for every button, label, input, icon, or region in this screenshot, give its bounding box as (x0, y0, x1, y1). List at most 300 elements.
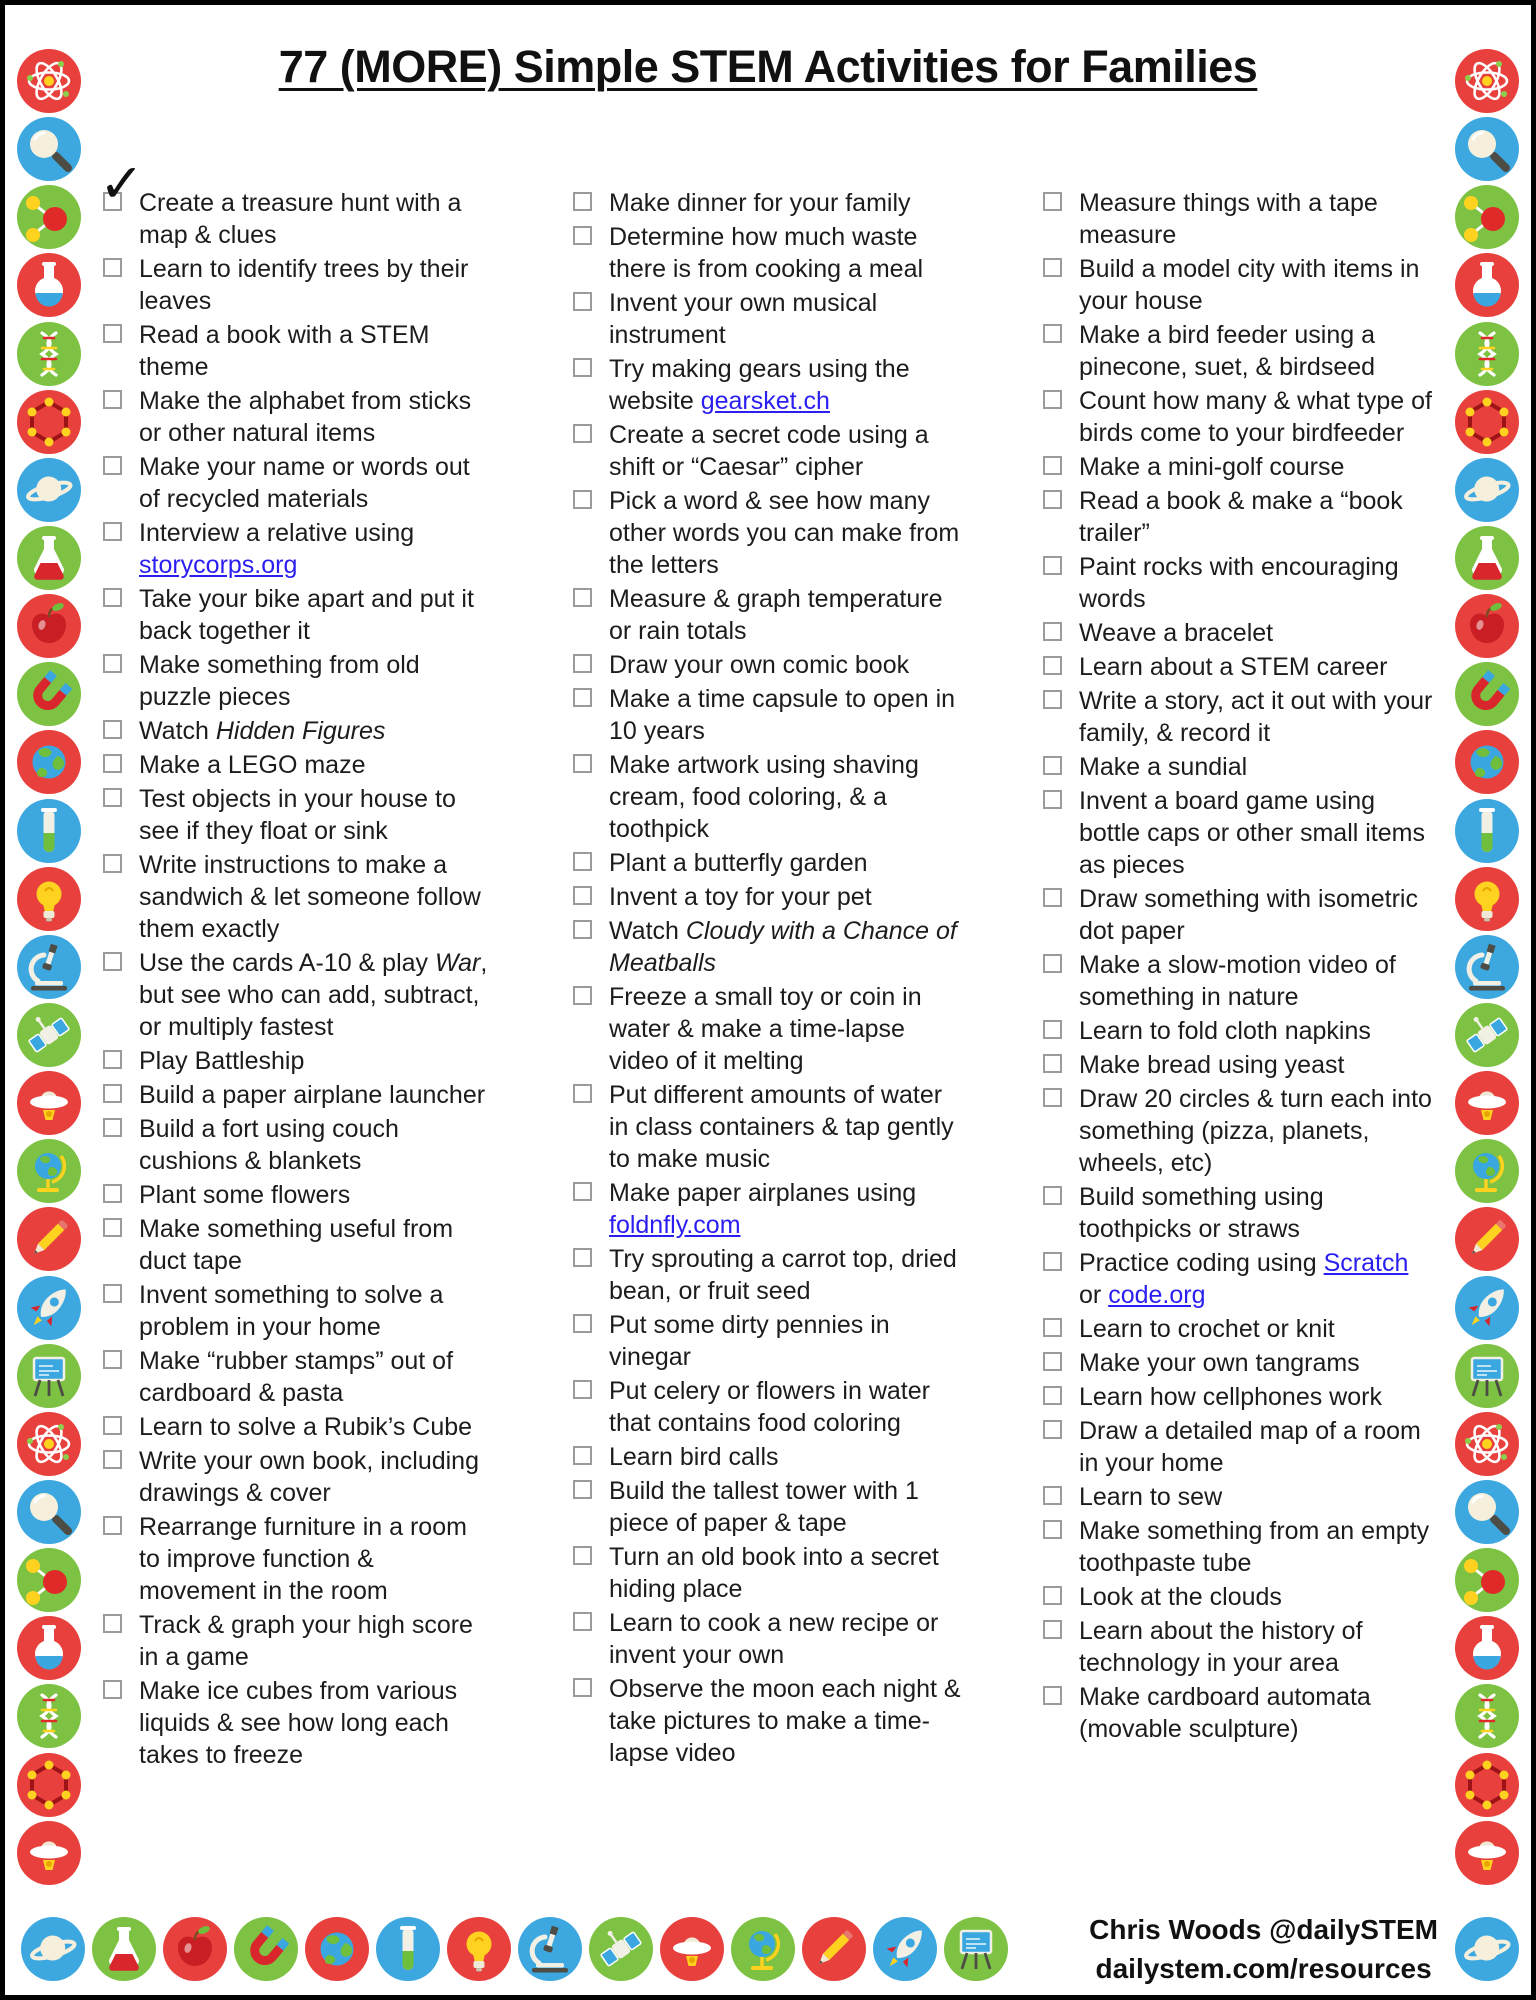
lightbulb-icon (447, 1917, 511, 1981)
checklist-item-text (609, 847, 963, 879)
checklist-item (1043, 319, 1445, 383)
text-segment: Make a slow-motion video of something in nature (1079, 951, 1396, 1011)
board-icon (944, 1917, 1008, 1981)
molecule-icon (17, 1548, 81, 1612)
magnet-icon (17, 662, 81, 726)
text-segment: Take your bike apart and put it back together it (139, 585, 474, 645)
test-tube-icon (17, 799, 81, 863)
checklist-item-text (1079, 1581, 1433, 1613)
text-segment: Make a mini-golf course (1079, 453, 1345, 481)
checkbox[interactable] (1043, 456, 1062, 475)
saturn-icon (1455, 1917, 1519, 1981)
checkbox[interactable] (1043, 390, 1062, 409)
checklist-item-text (609, 221, 963, 285)
link[interactable]: foldnfly.com (609, 1211, 741, 1239)
text-segment: Make your own tangrams (1079, 1349, 1360, 1377)
checklist-item-text (139, 1213, 493, 1277)
molecule-icon (1455, 1548, 1519, 1612)
checkbox[interactable] (103, 1350, 122, 1369)
page-title: 77 (MORE) Simple STEM Activities for Families (278, 41, 1258, 92)
checkbox[interactable] (573, 1546, 592, 1565)
board-icon (17, 1344, 81, 1408)
checklist-columns (99, 152, 1445, 1773)
erlenmeyer-icon (92, 1917, 156, 1981)
checklist-item-text (609, 187, 963, 219)
checkbox[interactable] (1043, 1352, 1062, 1371)
checkbox[interactable] (573, 358, 592, 377)
checkbox[interactable] (103, 324, 122, 343)
checkbox[interactable] (1043, 1252, 1062, 1271)
checkbox[interactable] (573, 1480, 592, 1499)
text-segment: Create a treasure hunt with a map & clues (139, 189, 462, 249)
checklist-item (573, 583, 975, 647)
text-segment: Measure & graph temperature or rain totals (609, 585, 943, 645)
text-segment: Use the cards A-10 & play (139, 949, 435, 977)
magnet-icon (234, 1917, 298, 1981)
checklist-item (573, 1309, 975, 1373)
checklist-item (1043, 1083, 1445, 1179)
checklist-item-text (609, 1243, 963, 1307)
checklist-item-text (139, 1675, 493, 1771)
text-segment: Make something from an empty toothpaste tube (1079, 1517, 1430, 1577)
checklist-item (573, 683, 975, 747)
checkbox[interactable] (573, 754, 592, 773)
link[interactable]: Scratch (1323, 1249, 1409, 1277)
checkbox[interactable] (103, 588, 122, 607)
text-segment: Make the alphabet from sticks or other natural items (139, 387, 472, 447)
bottom-bar (21, 1915, 1519, 1983)
checklist-item-text (1079, 1615, 1433, 1679)
checklist-item (1043, 551, 1445, 615)
text-segment: Freeze a small toy or coin in water & make a time-lapse video of it melting (609, 983, 922, 1075)
checklist-item-text (609, 749, 963, 845)
checklist-item (1043, 385, 1445, 449)
text-segment: Write your own book, including drawings & cover (139, 1447, 479, 1507)
checkbox[interactable] (103, 1284, 122, 1303)
checklist-item-text (139, 715, 493, 747)
checklist-item (1043, 1015, 1445, 1047)
checklist-item-text (139, 583, 493, 647)
checkbox[interactable] (103, 1416, 122, 1435)
checklist-item-text (609, 485, 963, 581)
checklist-item (103, 1279, 505, 1343)
checklist-item-text (1079, 187, 1433, 251)
text-segment: Measure things with a tape measure (1079, 189, 1378, 249)
checklist-item (103, 319, 505, 383)
text-segment: Learn to sew (1079, 1483, 1223, 1511)
checklist-item (1043, 1615, 1445, 1679)
checkbox[interactable] (103, 390, 122, 409)
checklist-item-text (1079, 1381, 1433, 1413)
checkbox[interactable] (1043, 1620, 1062, 1639)
checklist-item (103, 1045, 505, 1077)
text-segment: Rearrange furniture in a room to improve function & movement in the room (139, 1513, 467, 1605)
checklist-item (103, 783, 505, 847)
italic-text: Cloudy with a Chance of Meatballs (609, 917, 957, 977)
checkbox[interactable] (1043, 556, 1062, 575)
hexagon-icon (1455, 1753, 1519, 1817)
lightbulb-icon (17, 867, 81, 931)
checkbox[interactable] (573, 886, 592, 905)
ufo-icon (1455, 1821, 1519, 1885)
text-segment: Put different amounts of water in class containers & tap gently to make music (609, 1081, 954, 1173)
checkbox[interactable] (573, 1248, 592, 1267)
italic-text: Hidden Figures (215, 717, 386, 745)
checklist-item (573, 847, 975, 879)
checklist-item-text (139, 1279, 493, 1343)
checklist-item-text (1079, 1481, 1433, 1513)
link[interactable]: storycorps.org (139, 551, 298, 579)
checkbox[interactable] (103, 854, 122, 873)
checklist-item-text (1079, 253, 1433, 317)
checkbox[interactable] (573, 920, 592, 939)
checkbox[interactable] (103, 1680, 122, 1699)
checklist-item-text (139, 1079, 493, 1111)
text-segment: Learn about the history of technology in your area (1079, 1617, 1363, 1677)
apple-icon (17, 594, 81, 658)
checkbox[interactable] (103, 1084, 122, 1103)
checklist-column-1 (99, 152, 505, 1773)
checkbox[interactable] (573, 1182, 592, 1201)
atom-icon (17, 49, 81, 113)
checkbox[interactable] (1043, 1386, 1062, 1405)
text-segment: Make ice cubes from various liquids & see how long each takes to freeze (139, 1677, 458, 1769)
bottom-icon-strip (21, 1917, 1008, 1981)
link[interactable]: code.org (1108, 1281, 1206, 1309)
checkbox[interactable] (573, 688, 592, 707)
checklist-item-text (609, 1375, 963, 1439)
text-segment: Make “rubber stamps” out of cardboard & pasta (139, 1347, 454, 1407)
checklist-item (573, 1607, 975, 1671)
ufo-icon (660, 1917, 724, 1981)
checkbox[interactable] (1043, 690, 1062, 709)
checkbox[interactable] (1043, 1088, 1062, 1107)
checklist-item (1043, 253, 1445, 317)
checkbox[interactable] (573, 986, 592, 1005)
text-segment: Make bread using yeast (1079, 1051, 1345, 1079)
checkbox[interactable] (573, 1678, 592, 1697)
checkbox[interactable] (573, 1380, 592, 1399)
text-segment: Create a secret code using a shift or “Caesar” cipher (609, 421, 929, 481)
checklist-item (1043, 1313, 1445, 1345)
satellite-icon (1455, 1003, 1519, 1067)
text-segment: Make dinner for your family (609, 189, 911, 217)
checkbox[interactable] (1043, 1686, 1062, 1705)
flask-icon (17, 253, 81, 317)
satellite-icon (589, 1917, 653, 1981)
text-segment: Invent something to solve a problem in your home (139, 1281, 444, 1341)
checkbox[interactable] (103, 522, 122, 541)
globe-stand-icon (1455, 1139, 1519, 1203)
checklist-item (1043, 949, 1445, 1013)
microscope-icon (17, 935, 81, 999)
apple-icon (1455, 594, 1519, 658)
saturn-icon (1455, 458, 1519, 522)
checkbox[interactable] (103, 1118, 122, 1137)
checklist-item (573, 187, 975, 219)
checkbox[interactable] (573, 490, 592, 509)
checkbox[interactable] (103, 788, 122, 807)
text-segment: Read a book & make a “book trailer” (1079, 487, 1403, 547)
checklist-item (573, 419, 975, 483)
checklist-item (573, 1441, 975, 1473)
checklist-column-3 (1043, 187, 1445, 1773)
molecule-icon (1455, 185, 1519, 249)
footer-url: dailystem.com/resources (1095, 1953, 1432, 1984)
checklist-item-text (609, 1441, 963, 1473)
checklist-item (573, 649, 975, 681)
checklist-item-text (609, 583, 963, 647)
checklist-item-text (139, 1411, 493, 1443)
saturn-icon (17, 458, 81, 522)
checklist-item (103, 1113, 505, 1177)
checkbox[interactable] (1043, 1420, 1062, 1439)
checklist-item (103, 517, 505, 581)
flask-icon (17, 1616, 81, 1680)
checkbox[interactable] (573, 192, 592, 211)
text-segment: Learn bird calls (609, 1443, 779, 1471)
erlenmeyer-icon (17, 526, 81, 590)
checklist-item (1043, 1247, 1445, 1311)
checklist-item-text (1079, 451, 1433, 483)
checkbox[interactable] (103, 720, 122, 739)
checkbox[interactable] (1043, 790, 1062, 809)
text-segment: Try sprouting a carrot top, dried bean, or fruit seed (609, 1245, 957, 1305)
checkbox[interactable] (103, 1184, 122, 1203)
checkbox[interactable] (1043, 1520, 1062, 1539)
checklist-item-text (609, 1541, 963, 1605)
text-segment: Learn to fold cloth napkins (1079, 1017, 1371, 1045)
text-segment: Build something using toothpicks or straws (1079, 1183, 1324, 1243)
dna-icon (1455, 1684, 1519, 1748)
checkbox[interactable] (1043, 258, 1062, 277)
checklist-item-text (139, 1179, 493, 1211)
checklist-item (573, 1243, 975, 1307)
text-segment: Observe the moon each night & take pictures to make a time-lapse video (609, 1675, 961, 1767)
checklist-item-text (609, 649, 963, 681)
checklist-item (103, 1609, 505, 1673)
checklist-item-text (1079, 785, 1433, 881)
checklist-item-text (1079, 1083, 1433, 1179)
checkbox[interactable] (103, 1050, 122, 1069)
checklist-item-text (139, 783, 493, 847)
checklist-item (1043, 1415, 1445, 1479)
checkbox[interactable] (103, 1516, 122, 1535)
checkbox[interactable] (1043, 622, 1062, 641)
checklist-item (103, 715, 505, 747)
text-segment: Learn how cellphones work (1079, 1383, 1382, 1411)
pencil-icon (802, 1917, 866, 1981)
text-segment: Build a model city with items in your house (1079, 255, 1420, 315)
dna-icon (1455, 322, 1519, 386)
test-tube-icon (1455, 799, 1519, 863)
text-segment: Write instructions to make a sandwich & let someone follow them exactly (139, 851, 481, 943)
text-segment: Draw a detailed map of a room in your home (1079, 1417, 1421, 1477)
checklist-item (1043, 1347, 1445, 1379)
checkbox[interactable] (1043, 888, 1062, 907)
checklist-item (573, 1177, 975, 1241)
checklist-item-text (1079, 1415, 1433, 1479)
text-segment: Make a LEGO maze (139, 751, 366, 779)
checklist-item-text (1079, 685, 1433, 749)
checkbox[interactable] (1043, 1020, 1062, 1039)
checklist-item-text (1079, 1015, 1433, 1047)
checkbox[interactable] (1043, 1054, 1062, 1073)
checklist-item (1043, 1515, 1445, 1579)
text-segment: Plant a butterfly garden (609, 849, 868, 877)
checklist-item (1043, 1381, 1445, 1413)
checklist-item (573, 353, 975, 417)
checkbox[interactable] (573, 424, 592, 443)
checkbox[interactable] (103, 654, 122, 673)
rocket-icon (873, 1917, 937, 1981)
hexagon-icon (17, 390, 81, 454)
flask-icon (1455, 1616, 1519, 1680)
checkbox[interactable] (573, 654, 592, 673)
text-segment: Make paper airplanes using (609, 1179, 917, 1207)
checklist-item (1043, 451, 1445, 483)
checklist-item-text (1079, 1515, 1433, 1579)
checkbox[interactable] (1043, 954, 1062, 973)
checklist-item (573, 915, 975, 979)
text-segment: , but see who can add, subtract, or multiply fastest (139, 949, 488, 1041)
footer-author: Chris Woods @dailySTEM (1089, 1913, 1438, 1945)
checklist-item-text (609, 1177, 963, 1241)
checkbox[interactable] (573, 1612, 592, 1631)
checklist-item (103, 385, 505, 449)
globe-stand-icon (731, 1917, 795, 1981)
right-icon-strip (1455, 49, 1519, 1885)
checkbox[interactable] (1043, 1586, 1062, 1605)
rocket-icon (1455, 1276, 1519, 1340)
checklist-item-text (139, 1445, 493, 1509)
dna-icon (17, 322, 81, 386)
text-segment: Read a book with a STEM theme (139, 321, 430, 381)
checklist-item-text (139, 517, 493, 581)
lightbulb-icon (1455, 867, 1519, 931)
checklist-item-text (609, 1079, 963, 1175)
ufo-icon (1455, 1071, 1519, 1135)
checklist-item (1043, 883, 1445, 947)
test-tube-icon (376, 1917, 440, 1981)
checklist-item-text (609, 287, 963, 351)
text-segment: Learn to solve a Rubik’s Cube (139, 1413, 473, 1441)
text-segment: Make a time capsule to open in 10 years (609, 685, 956, 745)
checkbox[interactable] (1043, 1318, 1062, 1337)
checklist-item (103, 849, 505, 945)
checkbox[interactable] (573, 1446, 592, 1465)
text-segment: Pick a word & see how many other words you can make from the letters (609, 487, 960, 579)
checkbox[interactable] (573, 852, 592, 871)
checklist-item (1043, 617, 1445, 649)
checkbox[interactable] (103, 258, 122, 277)
apple-icon (163, 1917, 227, 1981)
checklist-item (1043, 1049, 1445, 1081)
checklist-item-text (139, 385, 493, 449)
checkbox[interactable] (103, 754, 122, 773)
checklist-item-text (1079, 1247, 1433, 1311)
text-segment: Watch (609, 917, 686, 945)
text-segment: Make something from old puzzle pieces (139, 651, 420, 711)
checkbox[interactable] (103, 1614, 122, 1633)
checkbox[interactable] (1043, 490, 1062, 509)
atom-icon (1455, 49, 1519, 113)
magnifier-icon (1455, 1480, 1519, 1544)
microscope-icon (518, 1917, 582, 1981)
checkbox[interactable] (1043, 324, 1062, 343)
magnifier-icon (17, 117, 81, 181)
checklist-item (103, 451, 505, 515)
flask-icon (1455, 253, 1519, 317)
checklist-item-text (1079, 1313, 1433, 1345)
checkbox[interactable] (573, 1084, 592, 1103)
checklist-item-text (609, 915, 963, 979)
checklist-item (573, 1673, 975, 1769)
checkbox[interactable] (573, 1314, 592, 1333)
checklist-item-text (1079, 1181, 1433, 1245)
checklist-item-text (1079, 651, 1433, 683)
text-segment: Interview a relative using (139, 519, 415, 547)
text-segment: Look at the clouds (1079, 1583, 1282, 1611)
text-segment: Learn to cook a new recipe or invent your own (609, 1609, 939, 1669)
checkbox[interactable] (103, 192, 122, 211)
checklist-item (103, 947, 505, 1043)
checklist-item (103, 1675, 505, 1771)
checklist-item-text (1079, 949, 1433, 1013)
checkbox[interactable] (1043, 1186, 1062, 1205)
microscope-icon (1455, 935, 1519, 999)
checklist-item (573, 981, 975, 1077)
erlenmeyer-icon (1455, 526, 1519, 590)
checkbox[interactable] (1043, 656, 1062, 675)
link[interactable]: gearsket.ch (700, 387, 830, 415)
text-segment: Write a story, act it out with your family, & record it (1079, 687, 1433, 747)
earth-icon (305, 1917, 369, 1981)
text-segment: Learn about a STEM career (1079, 653, 1388, 681)
checklist-item-text (609, 1673, 963, 1769)
checklist-item (103, 1213, 505, 1277)
text-segment: Invent a board game using bottle caps or other small items as pieces (1079, 787, 1425, 879)
checklist-item-text (139, 1609, 493, 1673)
text-segment: Invent a toy for your pet (609, 883, 872, 911)
checklist-item-text (609, 683, 963, 747)
checkbox[interactable] (103, 952, 122, 971)
text-segment: Build a fort using couch cushions & blankets (139, 1115, 399, 1175)
checkbox[interactable] (1043, 756, 1062, 775)
checklist-item (1043, 651, 1445, 683)
checkbox[interactable] (573, 226, 592, 245)
checklist-column-2 (573, 187, 975, 1773)
checklist-item (573, 485, 975, 581)
checklist-item (1043, 685, 1445, 749)
checkbox[interactable] (573, 588, 592, 607)
checkbox[interactable] (103, 1218, 122, 1237)
checklist-item-text (139, 849, 493, 945)
text-segment: Invent your own musical instrument (609, 289, 878, 349)
checkbox[interactable] (573, 292, 592, 311)
checklist-item-text (1079, 883, 1433, 947)
checkbox[interactable] (103, 456, 122, 475)
checklist-item-text (139, 649, 493, 713)
checklist-item (1043, 751, 1445, 783)
checkbox[interactable] (1043, 1486, 1062, 1505)
checklist-item (103, 1445, 505, 1509)
checkbox[interactable] (1043, 192, 1062, 211)
text-segment: Make a bird feeder using a pinecone, suet, & birdseed (1079, 321, 1376, 381)
molecule-icon (17, 185, 81, 249)
checklist-item-text (1079, 485, 1433, 549)
checkbox[interactable] (103, 1450, 122, 1469)
